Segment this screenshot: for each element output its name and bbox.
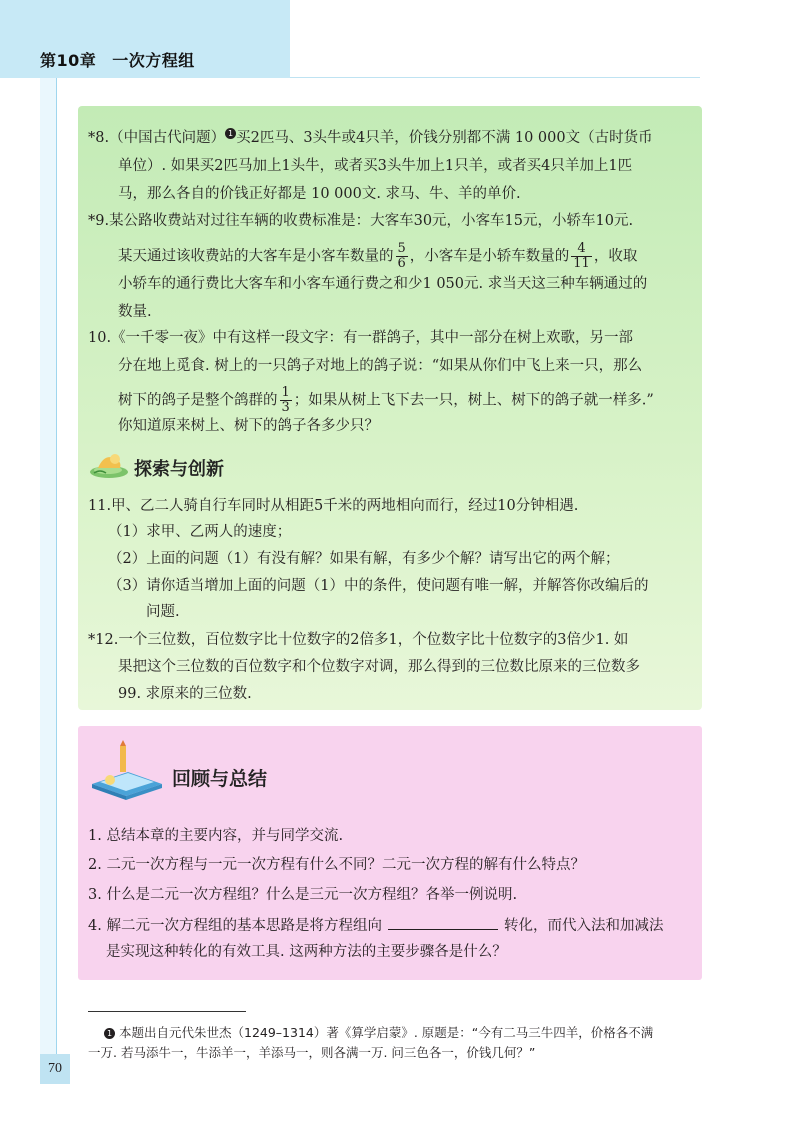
footnote-marker: 1 <box>225 128 236 139</box>
question-9-line-2: 某天通过该收费站的大客车是小客车数量的 $\frac{5}{6}$ ，小客车是小轿车数量的 $\frac{4}{11}$ ，收取 <box>118 241 638 271</box>
question-8-line-1: *8.（中国古代问题） 1 买2匹马、3头牛或4只羊，价钱分别都不满 10 000文（古时货币 <box>88 129 653 146</box>
footnote-line-1: 1 本题出自元代朱世杰（1249–1314）著《算学启蒙》. 原题是：“今有二马三牛四羊，价格各不满 <box>104 1024 653 1042</box>
chapter-title <box>40 48 195 71</box>
chapter-name: 一次方程组 <box>112 51 195 70</box>
explore-section-icon <box>88 450 130 480</box>
review-item-4-cont: 是实现这种转化的有效工具. 这两种方法的主要步骤各是什么？ <box>106 944 507 960</box>
question-9-line-3: 小轿车的通行费比大客车和小客车通行费之和少1 050元. 求当天这三种车辆通过的 <box>118 276 648 292</box>
footnote-divider <box>88 1011 246 1012</box>
footnote-line-2: 一万. 若马添牛一，牛添羊一，羊添马一，则各满一万. 问三色各一，价钱几何？” <box>88 1045 536 1060</box>
review-section-title: 回顾与总结 <box>172 768 268 790</box>
question-12-line-2: 果把这个三位数的百位数字和个位数字对调，那么得到的三位数比原来的三位数多 <box>118 659 640 675</box>
question-10-line-1: 10.《一千零一夜》中有这样一段文字：有一群鸽子，其中一部分在树上欢歌，另一部 <box>88 330 634 346</box>
question-11-part-3-cont: 问题. <box>146 604 180 620</box>
footnote-marker: 1 <box>104 1028 115 1039</box>
margin-strip <box>40 78 57 1054</box>
review-section-icon <box>88 740 166 802</box>
page-number: 70 <box>40 1054 70 1084</box>
fraction-five-sixths: $\frac{5}{6}$ <box>397 241 406 271</box>
fraction-one-third: $\frac{1}{3}$ <box>281 385 290 415</box>
question-11-line-1: 11.甲、乙二人骑自行车同时从相距5千米的两地相向而行，经过10分钟相遇. <box>88 498 579 514</box>
header-divider <box>290 77 700 78</box>
question-11-part-2: （2）上面的问题（1）有没有解？如果有解，有多少个解？请写出它的两个解； <box>108 551 620 567</box>
fill-in-blank[interactable] <box>388 915 498 930</box>
question-11-part-3: （3）请你适当增加上面的问题（1）中的条件，使问题有唯一解，并解答你改编后的 <box>108 578 649 594</box>
fraction-four-elevenths: $\frac{4}{11}$ <box>573 241 590 271</box>
review-item-1: 1. 总结本章的主要内容，并与同学交流. <box>88 828 344 844</box>
question-10-line-2: 分在地上觅食. 树上的一只鸽子对地上的鸽子说：“如果从你们中飞上来一只，那么 <box>118 358 643 374</box>
question-8-line-2: 单位）. 如果买2匹马加上1头牛，或者买3头牛加上1只羊，或者买4只羊加上1匹 <box>118 158 633 174</box>
margin-rule <box>56 78 57 1054</box>
question-12-line-1: *12.一个三位数，百位数字比十位数字的2倍多1，个位数字比十位数字的3倍少1. 如 <box>88 632 629 648</box>
question-8-line-3: 马，那么各自的价钱正好都是 10 000文. 求马、牛、羊的单价. <box>118 186 521 202</box>
chapter-label: 第10章 <box>40 51 97 70</box>
review-item-3: 3. 什么是二元一次方程组？什么是三元一次方程组？各举一例说明. <box>88 887 518 903</box>
review-item-4: 4. 解二元一次方程组的基本思路是将方程组向 转化，而代入法和加减法 <box>88 915 663 936</box>
question-9-line-4: 数量. <box>118 304 152 320</box>
question-11-part-1: （1）求甲、乙两人的速度； <box>108 524 292 540</box>
question-9-line-1: *9.某公路收费站对过往车辆的收费标准是：大客车30元，小客车15元，小轿车10元. <box>88 213 634 229</box>
question-12-line-3: 99. 求原来的三位数. <box>118 686 252 702</box>
explore-section-title: 探索与创新 <box>134 459 224 480</box>
review-item-2: 2. 二元一次方程与一元一次方程有什么不同？二元一次方程的解有什么特点？ <box>88 857 585 873</box>
question-10-line-3: 树下的鸽子是整个鸽群的 $\frac{1}{3}$ ；如果从树上飞下去一只，树上、树下的鸽子就一样多.” <box>118 385 654 415</box>
question-10-line-4: 你知道原来树上、树下的鸽子各多少只？ <box>118 418 379 434</box>
